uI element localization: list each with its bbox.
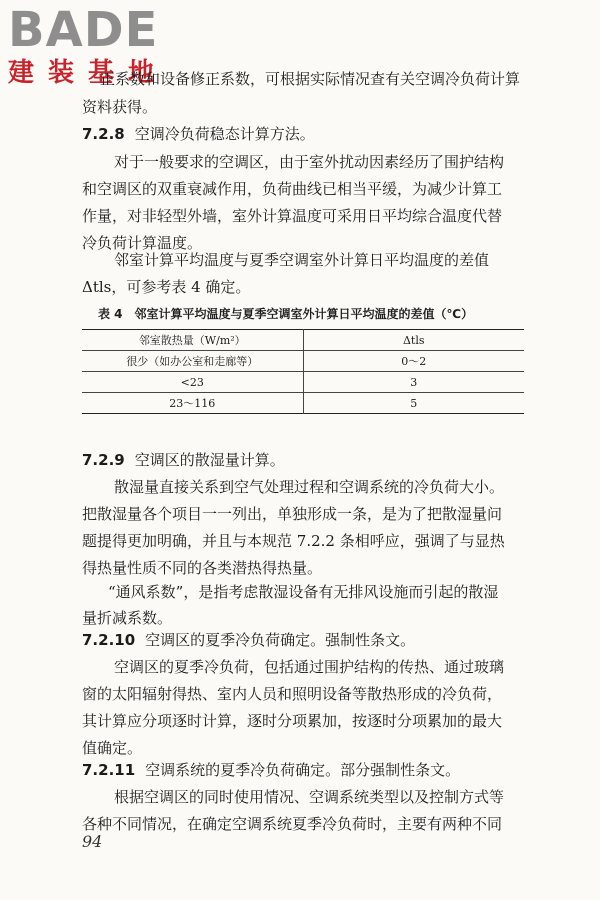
section-number: 7.2.10 bbox=[82, 631, 136, 649]
table-row bbox=[82, 372, 524, 393]
table-number: 表 4 bbox=[98, 307, 123, 321]
section-number: 7.2.11 bbox=[82, 761, 136, 779]
page-number: 94 bbox=[82, 832, 103, 851]
table-cell: 23～116 bbox=[82, 393, 303, 414]
section-title: 空调系统的夏季冷负荷确定。部分强制性条文。 bbox=[145, 761, 461, 779]
text-line: 散湿量直接关系到空气处理过程和空调系统的冷负荷大小。 bbox=[114, 478, 505, 496]
text-line: 对于一般要求的空调区，由于室外扰动因素经历了围护结构 bbox=[114, 153, 505, 171]
watermark-brand: BADE bbox=[8, 2, 159, 58]
table-title: 邻室计算平均温度与夏季空调室外计算日平均温度的差值（℃） bbox=[134, 307, 474, 321]
section-title: 空调冷负荷稳态计算方法。 bbox=[134, 125, 315, 143]
text-line: 窗的太阳辐射得热、室内人员和照明设备等散热形成的冷负荷， bbox=[82, 685, 503, 703]
text-line: 得热量性质不同的各类潜热得热量。 bbox=[82, 559, 323, 577]
table-header-row bbox=[82, 330, 524, 351]
text-line: 资料获得。 bbox=[82, 98, 158, 116]
text-line: 题提得更加明确，并且与本规范 7.2.2 条相呼应，强调了与显热 bbox=[82, 532, 505, 550]
table-row bbox=[82, 351, 524, 372]
table-caption bbox=[98, 305, 473, 322]
table-cell: 0～2 bbox=[303, 351, 524, 372]
section-heading bbox=[82, 629, 415, 650]
watermark-subtitle: 建装基地 bbox=[8, 58, 169, 88]
section-number: 7.2.8 bbox=[82, 125, 125, 143]
section-title: 空调区的夏季冷负荷确定。强制性条文。 bbox=[145, 631, 416, 649]
section-heading bbox=[82, 449, 285, 470]
text-line: 空调区的夏季冷负荷，包括通过围护结构的传热、通过玻璃 bbox=[114, 658, 505, 676]
text-line: “通风系数”，是指考虑散湿设备有无排风设施而引起的散湿 bbox=[108, 583, 499, 601]
table-cell: 3 bbox=[303, 372, 524, 393]
header-cell: Δtls bbox=[303, 330, 524, 351]
text-line: 正系数和设备修正系数，可根据实际情况查有关空调冷负荷计算 bbox=[100, 70, 521, 88]
text-line: 其计算应分项逐时计算，逐时分项累加，按逐时分项累加的最大 bbox=[82, 712, 503, 730]
section-number: 7.2.9 bbox=[82, 451, 125, 469]
table-4 bbox=[82, 329, 524, 414]
table-cell: 5 bbox=[303, 393, 524, 414]
text-line: 量折减系数。 bbox=[82, 609, 173, 627]
table-cell: <23 bbox=[82, 372, 303, 393]
text-line: 根据空调区的同时使用情况、空调系统类型以及控制方式等 bbox=[114, 788, 505, 806]
section-heading bbox=[82, 123, 315, 144]
text-line: 各种不同情况，在确定空调系统夏季冷负荷时，主要有两种不同 bbox=[82, 815, 503, 833]
section-heading bbox=[82, 759, 460, 780]
text-line: 和空调区的双重衰减作用，负荷曲线已相当平缓，为减少计算工 bbox=[82, 180, 503, 198]
text-line: 作量，对非轻型外墙，室外计算温度可采用日平均综合温度代替 bbox=[82, 207, 503, 225]
table-row bbox=[82, 393, 524, 414]
text-line: 把散湿量各个项目一一列出，单独形成一条，是为了把散湿量问 bbox=[82, 505, 503, 523]
table-cell: 很少（如办公室和走廊等） bbox=[82, 351, 303, 372]
text-line: 值确定。 bbox=[82, 739, 143, 757]
text-line: 邻室计算平均温度与夏季空调室外计算日平均温度的差值 bbox=[114, 251, 490, 269]
header-cell: 邻室散热量（W/m²） bbox=[82, 330, 303, 351]
section-title: 空调区的散湿量计算。 bbox=[134, 451, 285, 469]
text-line: Δtls，可参考表 4 确定。 bbox=[82, 278, 251, 296]
text-line: 冷负荷计算温度。 bbox=[82, 234, 203, 252]
